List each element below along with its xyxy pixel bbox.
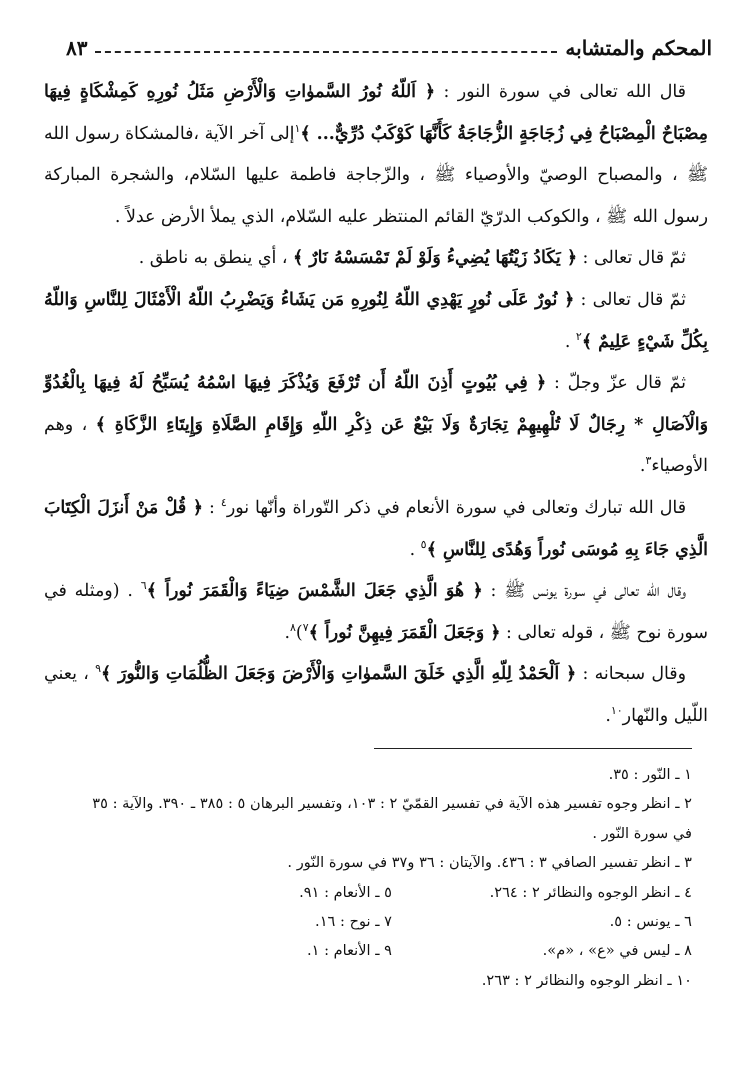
quran-quote: ﴿ اَلْحَمْدُ لِلّهِ الَّذِي خَلَقَ السَّموٰاتِ وَالْأَرْضَ وَجَعَلَ الظُّلُمَاتِ وَالنُّورَ ﴾	[101, 664, 577, 685]
footnote-9: ٩ ـ الأنعام : ١.	[306, 942, 392, 960]
text-run: ، أي ينطق به ناطق .	[138, 248, 293, 269]
footnote-10: ١٠ ـ انظر الوجوه والنظائر ٢ : ٢٦٣.	[481, 971, 692, 989]
text-run: .	[639, 456, 646, 477]
footnote-2: ٢ ـ انظر وجوه تفسير هذه الآية في تفسير القمّيّ ٢ : ١٠٣، وتفسير البرهان ٥ : ٣٨٥ ـ ٣٩٠. والآية : ٣٥	[92, 795, 692, 813]
text-run: :	[202, 497, 221, 518]
footnote-4: ٤ ـ انظر الوجوه والنظائر ٢ : ٢٦٤.	[489, 883, 692, 901]
footnote-row-4-5	[52, 878, 692, 907]
quran-quote: ﴿ يَكَادُ زَيْتُهَا يُضِيءُ وَلَوْ لَمْ تَمْسَسْهُ نَارٌ ﴾	[292, 248, 578, 269]
footnote-separator	[374, 748, 692, 749]
running-header	[66, 26, 712, 60]
text-run: ثمّ قال تعالى :	[574, 289, 686, 310]
text-run: ثمّ قال عزّ وجلّ :	[546, 373, 686, 394]
footnote-row-6-7	[52, 907, 692, 936]
footnote-reference: ٢	[575, 329, 582, 343]
text-run: إلى آخر الآية ،فالمشكاة رسول الله ﷺ ، والمصباح الوصيّ والأوصياء ﷺ ، والزّجاجة فاطمة عليها السّلام، والشجرة المباركة رسول الله ﷺ ، والكوكب الدرّيّ القائم المنتظر عليه السّلام، الذي يملأ الأرض عدلاً .	[44, 123, 708, 227]
footnote-reference: ٦	[140, 579, 147, 593]
paragraph	[44, 571, 708, 654]
text-run: .	[409, 539, 421, 560]
text-run: )	[295, 622, 303, 643]
text-run: . (ومثله في سورة نوح ﷺ ، قوله تعالى :	[44, 581, 708, 643]
text-run: ، وهم الأوصياء	[44, 414, 708, 477]
footnote-6: ٦ ـ يونس : ٥.	[609, 913, 692, 931]
footnote-7: ٧ ـ نوح : ١٦.	[315, 913, 392, 931]
footnote-1: ١ ـ النّور : ٣٥.	[608, 766, 692, 783]
paragraph	[44, 280, 708, 363]
paragraph	[44, 488, 708, 571]
main-text	[44, 72, 708, 738]
footnote-reference: ٨	[290, 620, 296, 634]
quran-quote: ﴿ قُلْ مَنْ أَنزَلَ الْكِتَابَ الَّذِي جَاءَ بِهِ مُوسَى نُوراً وَهُدًى لِلنَّاسِ ﴾	[44, 497, 708, 560]
paragraph	[44, 363, 708, 488]
footnote-reference: ٧	[302, 620, 309, 634]
footnote-5: ٥ ـ الأنعام : ٩١.	[299, 883, 392, 901]
quran-quote: ﴿ هُوَ الَّذِي جَعَلَ الشَّمْسَ ضِيَاءً وَالْقَمَرَ نُوراً ﴾	[146, 581, 483, 602]
text-run: ثمّ قال تعالى :	[577, 248, 686, 269]
footnote-reference: ٩	[95, 662, 102, 676]
quran-quote: ﴿ وَجَعَلَ الْقَمَرَ فِيهِنَّ نُوراً ﴾	[308, 622, 501, 643]
header-leader-line	[95, 50, 557, 53]
paragraph	[44, 654, 708, 737]
text-run: قال الله تبارك وتعالى في سورة الأنعام في ذكر التّوراة وأنّها نور	[226, 497, 687, 518]
text-run: .	[605, 705, 611, 726]
paragraph	[44, 238, 708, 280]
paragraph	[44, 72, 708, 238]
footnote-2-continuation: في سورة النّور .	[592, 824, 692, 842]
footnote-reference: ٣	[645, 454, 652, 468]
text-run: ، يعني اللّيل والنّهار	[44, 664, 708, 726]
quran-quote: ﴿ نُورٌ عَلَى نُورٍ يَهْدِي اللّهُ لِنُورِهِ مَن يَشَاءُ وَيَضْرِبُ اللّهُ الْأَمْثَالَ لِلنَّاسِ وَاللّهُ بِكُلِّ شَيْءٍ عَلِيمٌ ﴾	[44, 289, 708, 352]
footnote-8: ٨ ـ ليس في «ع» ، «م».	[542, 942, 692, 960]
text-run: قال الله تعالى في سورة النور :	[435, 82, 686, 102]
text-run: .	[284, 622, 290, 643]
footnote-reference: ٤	[220, 496, 227, 510]
quran-quote: ﴿ فِي بُيُوتٍ أَذِنَ اللّهُ أَن تُرْفَعَ وَيُذْكَرَ فِيهَا اسْمُهُ يُسَبِّحُ لَهُ فِيهَا بِالْغُدُوِّ وَالْآصَالِ * رِجَالٌ لَا تُلْهِيهِمْ تِجَارَةٌ وَلَا بَيْعٌ عَن ذِكْرِ اللّهِ وَإِقَامِ الصَّلَاةِ وَإِيتَاءِ الزَّكَاةِ ﴾	[44, 373, 709, 435]
running-title: المحكم والمتشابه	[565, 36, 712, 60]
footnotes	[52, 760, 692, 995]
footnote-reference: ١٠	[610, 704, 623, 718]
page-number: ٨٣	[66, 36, 88, 60]
footnote-reference: ٥	[420, 537, 427, 551]
quran-quote: ﴿ اَللّهُ نُورُ السَّموٰاتِ وَالْأَرْضِ مَثَلُ نُورِهِ كَمِشْكَاةٍ فِيهَا مِصْبَاحٌ الْمِصْبَاحُ فِي زُجَاجَةٍ الزُّجَاجَةُ كَأَنَّهَا كَوْكَبٌ دُرِّيٌّ... ﴾	[44, 82, 708, 144]
text-run: وقال سبحانه :	[576, 664, 686, 685]
text-run: وقال الله تعالى في سورة يونس ﷺ :	[482, 581, 687, 602]
footnote-row-8-9	[52, 936, 692, 965]
footnote-reference: ١	[294, 121, 301, 135]
text-run: .	[564, 331, 576, 352]
footnote-3: ٣ ـ انظر تفسير الصافي ٣ : ٤٣٦. والآيتان : ٣٦ و٣٧ في سورة النّور .	[287, 854, 692, 872]
